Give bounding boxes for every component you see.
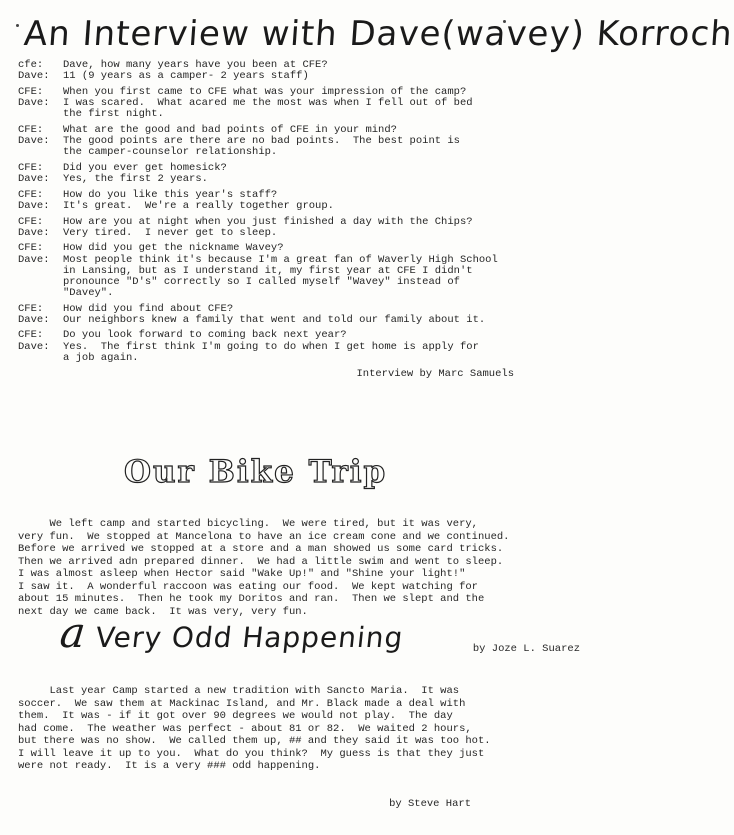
interview-text: 11 (9 years as a camper- 2 years staff) bbox=[63, 70, 309, 83]
interview-line bbox=[18, 342, 618, 353]
interview-text: When you first came to CFE what was your impression of the camp? bbox=[63, 85, 467, 98]
speaker-label: CFE: bbox=[18, 85, 44, 98]
interview-line bbox=[18, 288, 618, 299]
interview-line bbox=[18, 228, 618, 239]
interview-text: the first night. bbox=[63, 108, 164, 121]
interview-text: Do you look forward to coming back next year? bbox=[63, 329, 347, 342]
article-line: them. It was - if it got over 90 degrees we would not play. The day bbox=[18, 710, 453, 722]
interview-text: Yes, the first 2 years. bbox=[63, 172, 208, 185]
speaker-label: CFE: bbox=[18, 215, 44, 228]
interview-line bbox=[18, 71, 618, 82]
speaker-label: Dave: bbox=[18, 172, 50, 185]
interview-line bbox=[18, 174, 618, 185]
article-line: but there was no show. We called them up, ## and they said it was too hot. bbox=[18, 735, 491, 747]
interview-text: Yes. The first think I'm going to do when I get home is apply for bbox=[63, 340, 479, 353]
interview-text: How did you get the nickname Wavey? bbox=[63, 242, 284, 255]
odd-happening-body bbox=[18, 685, 623, 773]
speaker-label: Dave: bbox=[18, 226, 50, 239]
speaker-label: Dave: bbox=[18, 253, 50, 266]
speaker-label: CFE: bbox=[18, 329, 44, 342]
interview-text: the camper-counselor relationship. bbox=[63, 146, 278, 159]
interview-text: Most people think it's because I'm a great fan of Waverly High School bbox=[63, 253, 498, 266]
interview-line bbox=[18, 255, 618, 266]
speaker-label: Dave: bbox=[18, 134, 50, 147]
speaker-label: CFE: bbox=[18, 302, 44, 315]
speaker-label bbox=[18, 109, 63, 120]
article-line: next day we came back. It was very, very fun. bbox=[18, 605, 308, 618]
interview-line bbox=[18, 147, 618, 158]
article-line: We left camp and started bicycling. We were tired, but it was very, bbox=[18, 518, 478, 530]
speaker-label: Dave: bbox=[18, 70, 50, 83]
speaker-label bbox=[18, 277, 63, 288]
interview-line bbox=[18, 109, 618, 120]
odd-happening-credit: by Steve Hart bbox=[389, 797, 471, 810]
interview-line bbox=[18, 217, 618, 228]
article-line: Then we arrived adn prepared dinner. We had a little swim and went to sleep. bbox=[18, 555, 504, 568]
speaker-label: cfe: bbox=[18, 59, 44, 71]
interview-line bbox=[18, 330, 618, 341]
odd-title-initial: a bbox=[57, 608, 89, 657]
article-line: very fun. We stopped at Mancelona to have an ice cream cone and we continued. bbox=[18, 530, 510, 543]
speaker-label: Dave: bbox=[18, 199, 50, 212]
interview-text: Did you ever get homesick? bbox=[63, 161, 227, 174]
interview-text: It's great. We're a really together group. bbox=[63, 199, 334, 212]
interview-text: Very tired. I never get to sleep. bbox=[63, 226, 278, 239]
interview-title: An Interview with Dave(wavey) Korroch bbox=[22, 14, 734, 54]
speaker-label bbox=[18, 353, 63, 364]
bike-trip-title: Our Bike Trip bbox=[124, 454, 388, 490]
speaker-label: Dave: bbox=[18, 313, 50, 326]
interview-text: I was scared. What acared me the most was when I fell out of bed bbox=[63, 96, 473, 109]
interview-text: How are you at night when you just finished a day with the Chips? bbox=[63, 215, 473, 228]
speaker-label bbox=[18, 288, 63, 299]
article-line: had come. The weather was perfect - about 81 or 82. We waited 2 hours, bbox=[18, 722, 472, 735]
speaker-label: CFE: bbox=[18, 161, 44, 174]
speaker-label: CFE: bbox=[18, 188, 44, 201]
interview-text: a job again. bbox=[63, 351, 139, 364]
article-line: I will leave it up to you. What do you think? My guess is that they just bbox=[18, 747, 485, 760]
speaker-label: Dave: bbox=[18, 96, 50, 109]
article-line: Before we arrived we stopped at a store and a man showed us some card tricks. bbox=[18, 543, 504, 555]
interview-line bbox=[18, 353, 618, 364]
article-line: soccer. We saw them at Mackinac Island, and Mr. Black made a deal with bbox=[18, 697, 466, 710]
odd-happening-article bbox=[18, 660, 623, 835]
interview-text: What are the good and bad points of CFE in your mind? bbox=[63, 123, 397, 136]
speaker-label: Dave: bbox=[18, 340, 50, 353]
interview-text: How do you like this year's staff? bbox=[63, 188, 278, 201]
odd-title-rest: Very Odd Happening bbox=[84, 621, 406, 654]
interview-text: The good points are there are no bad points. The best point is bbox=[63, 134, 460, 147]
speaker-label: CFE: bbox=[18, 242, 44, 255]
interview-text: Dave, how many years have you been at CFE? bbox=[63, 59, 328, 71]
interview-credit: Interview by Marc Samuels bbox=[356, 367, 514, 380]
article-line: were not ready. It is a very ### odd happening. bbox=[18, 760, 321, 772]
speaker-label: CFE: bbox=[18, 123, 44, 136]
bike-trip-credit: by Joze L. Suarez bbox=[472, 643, 580, 655]
bike-trip-body bbox=[18, 518, 623, 618]
interview-text: in Lansing, but as I understand it, my first year at CFE I didn't bbox=[63, 264, 473, 277]
interview-text: "Davey". bbox=[63, 286, 114, 299]
article-line: I was almost asleep when Hector said "Wake Up!" and "Shine your light!" bbox=[18, 568, 466, 580]
speaker-label bbox=[18, 266, 63, 277]
interview-text: How did you find about CFE? bbox=[63, 302, 234, 315]
interview-line bbox=[18, 315, 618, 326]
speaker-label bbox=[18, 147, 63, 158]
article-line: about 15 minutes. Then he took my Doritos and ran. Then we slept and the bbox=[18, 593, 485, 605]
interview-line bbox=[18, 201, 618, 212]
interview-line bbox=[18, 243, 618, 254]
article-line: I saw it. A wonderful raccoon was eating our food. We kept watching for bbox=[18, 580, 478, 593]
interview-section bbox=[18, 60, 618, 380]
interview-text: pronounce "D's" correctly so I called myself "Wavey" instead of bbox=[63, 275, 460, 288]
interview-text: Our neighbors knew a family that went and told our family about it. bbox=[63, 313, 486, 326]
speck-mark bbox=[16, 24, 19, 27]
article-line: Last year Camp started a new tradition with Sancto Maria. It was bbox=[18, 685, 460, 697]
